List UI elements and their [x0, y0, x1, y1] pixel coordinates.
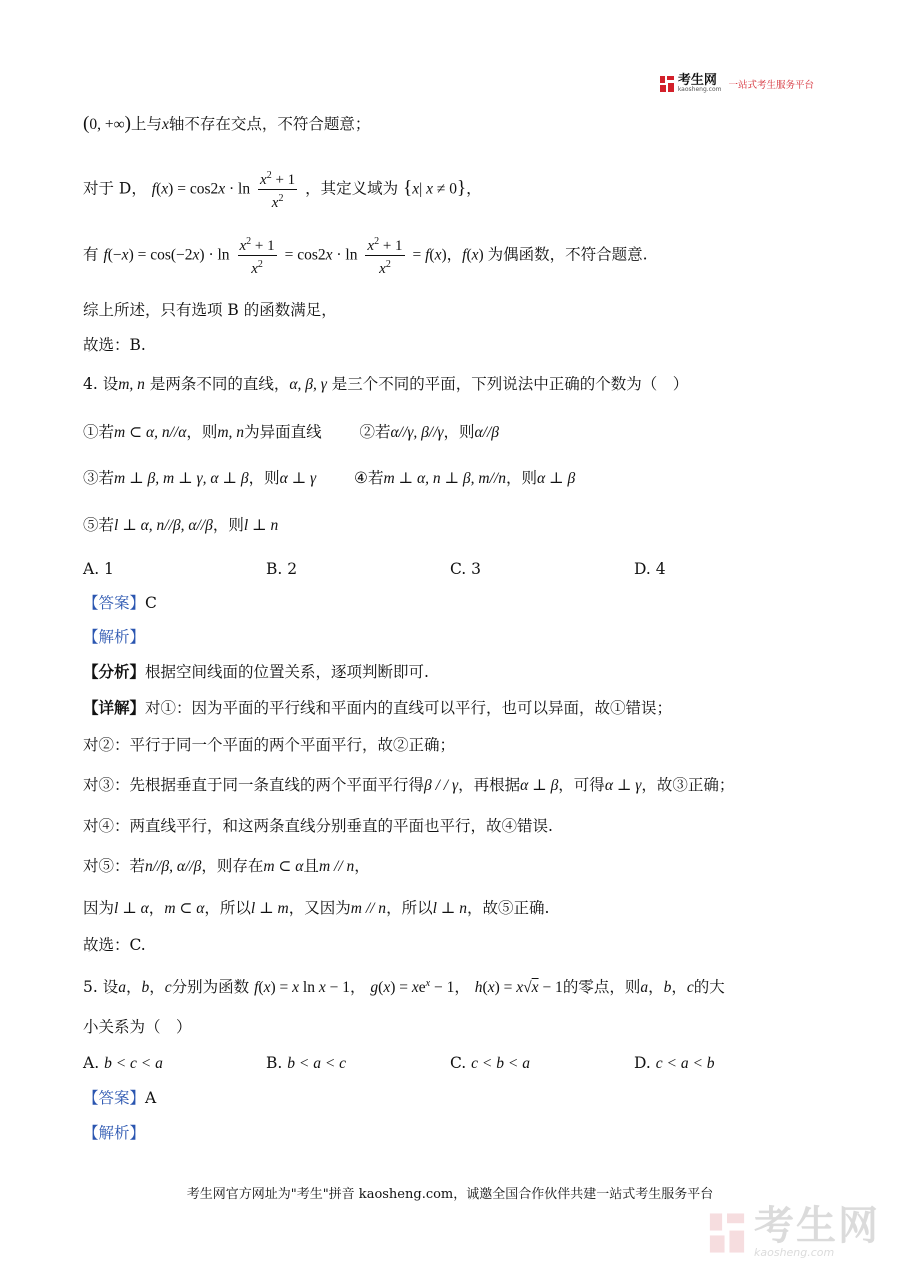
q5-option-b: B. b < a < c: [266, 1054, 347, 1072]
line-select-b: 故选：B.: [83, 336, 146, 354]
q5-analysis-tag: 【解析】: [83, 1124, 146, 1142]
watermark: [706, 1203, 880, 1259]
q4-analysis-tag: 【解析】: [83, 628, 146, 646]
q4-option-c: C. 3: [450, 560, 482, 578]
q4-detail-5: 对⑤：若n//β, α//β，则存在m ⊂ α且m // n，: [83, 857, 370, 875]
text: ，故③正确；: [641, 776, 735, 794]
text: 是两条不同的直线，: [149, 375, 290, 393]
text: ②若: [359, 423, 391, 441]
text: ④若: [354, 469, 384, 487]
watermark-text-block: [754, 1203, 880, 1259]
text: 对⑤：若: [83, 857, 146, 875]
q4-option-a: A. 1: [83, 560, 114, 578]
q5-option-c: C. c < b < a: [450, 1054, 530, 1072]
text: 根据空间线面的位置关系，逐项判断即可.: [145, 663, 429, 681]
q5-answer: [83, 1087, 156, 1109]
q5-option-a: A. b < c < a: [83, 1054, 163, 1072]
text: ，: [354, 857, 370, 875]
text: 为异面直线: [244, 423, 322, 441]
q4-detail-3: 对③：先根据垂直于同一条直线的两个平面平行得β / / γ，再根据α ⊥ β，可得α ⊥ γ，故③正确；: [83, 776, 735, 794]
text: ，可得: [558, 776, 605, 794]
fraction: $\frac{x^2 + 1}{x^2}$: [258, 167, 297, 212]
q4-conclusion: 故选：C.: [83, 936, 146, 954]
brand-name: 考生网: [677, 73, 717, 88]
option-label: A.: [83, 1054, 100, 1072]
fraction: $\frac{x^2 + 1}{x^2}$: [238, 233, 277, 278]
line-option-d: 对于 D， f(x) = cos2x · ln $\frac{x^2 + 1}{x^2}$ ，其定义域为 {x| x ≠ 0}，: [83, 167, 482, 212]
q4-option-b: B. 2: [266, 560, 298, 578]
line-summary: 综上所述，只有选项 B 的函数满足，: [83, 301, 337, 319]
brand-text-block: [678, 75, 722, 93]
text: 5. 设: [83, 978, 119, 996]
text: 对③：先根据垂直于同一条直线的两个平面平行得: [83, 776, 425, 794]
text: ①若: [83, 423, 115, 441]
text: ⑤若: [83, 516, 115, 534]
text: 因为: [83, 899, 115, 917]
option-label: B.: [266, 1054, 283, 1072]
text: ，则: [186, 423, 218, 441]
q4-detail-1: [83, 697, 672, 719]
option-label: C.: [450, 1054, 467, 1072]
q4-stem: 4. 设m, n 是两条不同的直线，α, β, γ 是三个不同的平面，下列说法中正确的个数为（ ）: [83, 375, 689, 393]
q4-detail-6: 因为l ⊥ α，m ⊂ α，所以l ⊥ m，又因为m // n，所以l ⊥ n，故⑤正确.: [83, 899, 550, 917]
text: 4. 设: [83, 375, 119, 393]
text: 是三个不同的平面，下列说法中正确的个数为（ ）: [331, 375, 689, 393]
fenxi-tag: 【分析】: [83, 662, 146, 681]
text: ，: [466, 179, 482, 198]
text: ，所以: [204, 899, 251, 917]
q4-detail-4: 对④：两直线平行，和这两条直线分别垂直的平面也平行，故④错误.: [83, 817, 553, 835]
watermark-logo-icon: [706, 1211, 748, 1255]
text: 分别为函数: [171, 978, 250, 996]
text: ，则存在: [201, 857, 264, 875]
brand-domain: kaosheng.com: [677, 86, 722, 93]
text: 且: [303, 857, 319, 875]
text: ，则: [248, 469, 280, 487]
q4-statement-5: ⑤若l ⊥ α, n//β, α//β，则l ⊥ n: [83, 516, 279, 534]
text: 有: [83, 245, 99, 264]
text: 的零点，则: [562, 978, 641, 996]
text: 的大: [693, 978, 725, 996]
brand-slogan: 一站式考生服务平台: [728, 80, 814, 91]
text: ，所以: [386, 899, 433, 917]
page-footer: 考生网官方网址为"考生"拼音 kaosheng.com，诚邀全国合作伙伴共建一站式考生服务平台: [186, 1187, 714, 1202]
header-logo[interactable]: [659, 74, 814, 94]
q4-answer: [83, 592, 157, 614]
text: ，则: [505, 469, 537, 487]
q4-detail-2: 对②：平行于同一个平面的两个平面平行，故②正确；: [83, 736, 456, 754]
text: 为偶函数，不符合题意.: [487, 245, 648, 264]
text: ，又因为: [288, 899, 351, 917]
fraction: $\frac{x^2 + 1}{x^2}$: [365, 233, 404, 278]
var-x: x: [161, 116, 169, 133]
answer-tag: 【答案】: [83, 594, 146, 612]
text: ③若: [83, 469, 115, 487]
text: ，则: [212, 516, 244, 534]
answer-value: C: [145, 594, 157, 612]
q4-statement-1-2: ①若m ⊂ α, n//α，则m, n为异面直线 ②若α//γ, β//γ，则α//β: [83, 423, 499, 441]
q4-statement-3-4: ③若m ⊥ β, m ⊥ γ, α ⊥ β，则α ⊥ γ ④若m ⊥ α, n ⊥ β, m//n，则α ⊥ β: [83, 469, 576, 487]
watermark-sub: kaosheng.com: [754, 1246, 835, 1259]
text: 轴不存在交点，不符合题意；: [168, 115, 371, 133]
q4-fenxi: [83, 661, 429, 683]
watermark-text: 考生网: [754, 1203, 880, 1249]
text: 对于 D，: [83, 179, 147, 198]
q5-stem-2: 小关系为（ ）: [83, 1018, 192, 1036]
q5-stem: 5. 设a，b，c分别为函数 f(x) = x ln x − 1， $g(x) = xe^x - 1$， h(x) = x√x − 1的零点，则a，b，c的大: [83, 978, 725, 996]
text: ，则: [443, 423, 475, 441]
option-label: D.: [634, 1054, 651, 1072]
answer-tag: 【答案】: [83, 1089, 146, 1107]
brand-logo-icon: [659, 75, 675, 93]
text: ，再根据: [458, 776, 521, 794]
text: ，: [148, 899, 165, 917]
text: ，其定义域为: [305, 179, 399, 198]
line-interval: (0, +∞)上与x轴不存在交点，不符合题意；: [83, 113, 371, 134]
xiangjie-tag: 【详解】: [83, 698, 146, 717]
text: 上与: [130, 115, 162, 133]
q5-option-d: D. c < a < b: [634, 1054, 715, 1072]
answer-value: A: [145, 1089, 157, 1107]
q4-option-d: D. 4: [634, 560, 666, 578]
text: 对①：因为平面的平行线和平面内的直线可以平行，也可以异面，故①错误；: [145, 699, 673, 717]
line-even-function: 有 f(−x) = cos(−2x) · ln $\frac{x^2 + 1}{x^2}$ = cos2x · ln $\frac{x^2 + 1}{x^2}$ = f(x)，f(x) 为偶函数，不符合题意.: [83, 233, 648, 278]
text: ，故⑤正确.: [466, 899, 550, 917]
